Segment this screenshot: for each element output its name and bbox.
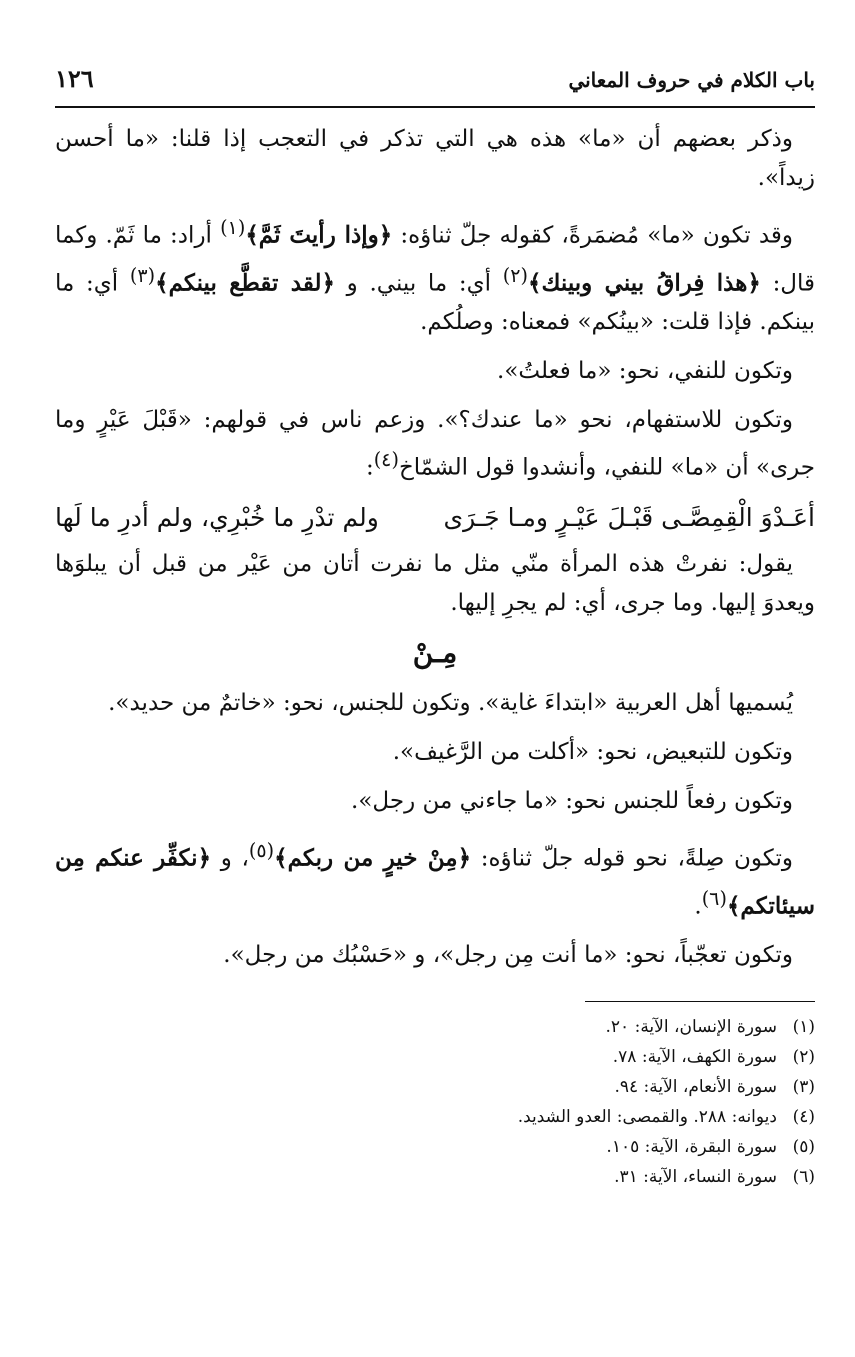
- paragraph-5: يقول: نفرتْ هذه المرأة منّي مثل ما نفرت أتان من عَيْر من قبل أن يبلوَها ويعدوَ إليها. وما جرى، أي: لم يجرِ إليها.: [55, 550, 815, 616]
- footnote-item: [55, 1102, 815, 1132]
- footnote-text: سورة الكهف، الآية: ٧٨.: [612, 1047, 777, 1068]
- chapter-title: باب الكلام في حروف المعاني: [568, 68, 815, 92]
- quran-quote: ﴿مِنْ خيرٍ من ربكم﴾: [274, 844, 472, 872]
- footnote-text: سورة البقرة، الآية: ١٠٥.: [606, 1137, 777, 1158]
- footnote-divider: [585, 1001, 815, 1002]
- footnote-item: [55, 1162, 815, 1192]
- paragraph-4: [55, 401, 815, 488]
- text-span: ، و: [220, 845, 249, 872]
- text-span: أي: ما بيني. و: [346, 270, 492, 297]
- footnote-ref: (٥): [248, 838, 275, 862]
- verse-second-hemistich: ولم تدْرِ ما خُبْرِي، ولم أدرِ ما لَها: [55, 502, 379, 532]
- quran-quote: ﴿نكفِّر عنكم مِن سيئاتكم﴾: [55, 844, 815, 920]
- book-page: [55, 60, 815, 1192]
- footnote-ref: (١): [220, 216, 246, 239]
- paragraph-6: يُسميها أهل العربية «ابتداءَ غاية». وتكون للجنس، نحو: «خاتمٌ من حديد».: [108, 689, 793, 716]
- footnote-text: سورة الإنسان، الآية: ٢٠.: [605, 1017, 777, 1038]
- section-heading: مِـنْ: [412, 635, 458, 669]
- text-span: وقد تكون «ما» مُضمَرةً، كقوله جلّ ثناؤه:: [400, 222, 794, 249]
- quran-quote: ﴿لقد تقطَّع بينكم﴾: [155, 269, 335, 297]
- footnote-text: سورة النساء، الآية: ٣١.: [614, 1167, 777, 1188]
- footnote-text: ديوانه: ٢٨٨. والقمصى: العدو الشديد.: [517, 1107, 777, 1128]
- footnote-number: (٣): [792, 1077, 815, 1098]
- paragraph-9: [55, 831, 815, 926]
- footnote-item: [55, 1072, 815, 1102]
- text-span: .: [694, 893, 702, 920]
- poetry-verse: [55, 498, 815, 537]
- footnote-number: (٦): [792, 1167, 815, 1188]
- footnote-number: (٢): [792, 1047, 815, 1068]
- quran-quote: ﴿هذا فِراقُ بيني وبينك﴾: [528, 269, 761, 297]
- footnote-ref: (٦): [701, 886, 727, 910]
- footnote-item: [55, 1012, 815, 1042]
- text-span: وتكون صِلةً، نحو قوله جلّ ثناؤه:: [480, 845, 794, 872]
- footnote-item: [55, 1132, 815, 1162]
- verse-first-hemistich: أعَـدْوَ الْقِمِصَّـى قَبْـلَ عَيْـرٍ ومـا جَـرَى: [443, 502, 815, 532]
- footnote-ref: (٤): [373, 448, 399, 472]
- footnote-number: (١): [792, 1017, 815, 1038]
- paragraph-7: وتكون للتبعيض، نحو: «أكلت من الرَّغيف».: [392, 738, 793, 765]
- running-header: [55, 60, 815, 108]
- text-span: أراد: ما ثَمّ. وكما قال:: [55, 222, 816, 297]
- paragraph-10: وتكون تعجّباً، نحو: «ما أنت مِن رجل»، و «حَسْبُك من رجل».: [223, 942, 793, 969]
- text-span: :: [365, 454, 374, 481]
- main-text: [55, 120, 815, 975]
- footnote-text: سورة الأنعام، الآية: ٩٤.: [614, 1077, 777, 1098]
- paragraph-2: [55, 208, 815, 342]
- text-span: أي: ما بينكم. فإذا قلت: «بينُكم» فمعناه: وصلُكم.: [55, 270, 815, 336]
- footnote-number: (٤): [792, 1107, 815, 1128]
- footnote-item: [55, 1042, 815, 1072]
- footnotes: [55, 1012, 815, 1192]
- paragraph-3: وتكون للنفي، نحو: «ما فعلتُ».: [497, 358, 793, 385]
- footnote-number: (٥): [792, 1137, 815, 1158]
- footnote-ref: (٣): [129, 263, 156, 287]
- text-span: وتكون للاستفهام، نحو «ما عندك؟». وزعم ناس في قولهم: «قَبْلَ عَيْرٍ وما جرى» أن «ما» للنفي، وأنشدوا قول الشمّاخ: [55, 407, 815, 481]
- paragraph-8: وتكون رفعاً للجنس نحو: «ما جاءني من رجل».: [351, 787, 793, 814]
- quran-quote: ﴿وإذا رأيتَ ثَمَّ﴾: [245, 221, 393, 249]
- paragraph-1: وذكر بعضهم أن «ما» هذه هي التي تذكر في التعجب إذا قلنا: «ما أحسن زيداً».: [55, 126, 815, 191]
- footnote-ref: (٢): [502, 263, 529, 287]
- page-number: ١٢٦: [55, 64, 94, 93]
